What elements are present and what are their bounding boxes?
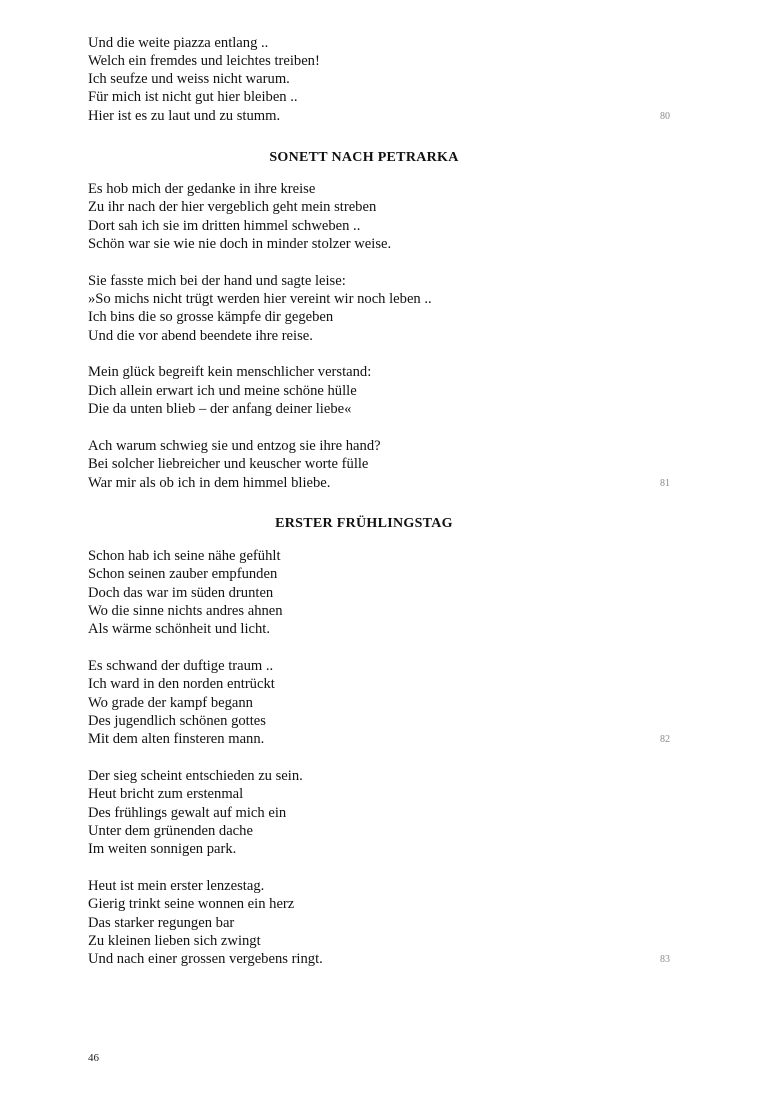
poem-title: SONETT NACH PETRARKA (269, 150, 459, 165)
verse-line: Bei solcher liebreicher und keuscher worte fülle (88, 456, 369, 472)
verse-line: Dort sah ich sie im dritten himmel schweben .. (88, 218, 361, 234)
page-number: 46 (88, 1052, 99, 1064)
verse-line: Ich ward in den norden entrückt (88, 676, 275, 692)
verse-line: Des jugendlich schönen gottes (88, 713, 266, 729)
verse-line: Der sieg scheint entschieden zu sein. (88, 768, 303, 784)
verse-line: Gierig trinkt seine wonnen ein herz (88, 896, 295, 912)
verse-line: War mir als ob ich in dem himmel bliebe. (88, 475, 331, 491)
verse-line: »So michs nicht trügt werden hier vereint wir noch leben .. (88, 291, 432, 307)
line-number: 80 (660, 111, 670, 122)
verse-line: Es hob mich der gedanke in ihre kreise (88, 181, 316, 197)
verse-line: Ach warum schwieg sie und entzog sie ihre hand? (88, 438, 381, 454)
verse-line: Mit dem alten finsteren mann. (88, 731, 265, 747)
verse-line: Für mich ist nicht gut hier bleiben .. (88, 89, 298, 105)
line-number: 82 (660, 734, 670, 745)
verse-line: Die da unten blieb – der anfang deiner liebe« (88, 401, 352, 417)
verse-line: Zu kleinen lieben sich zwingt (88, 933, 261, 949)
verse-line: Ich seufze und weiss nicht warum. (88, 71, 290, 87)
verse-line: Mein glück begreift kein menschlicher verstand: (88, 364, 372, 380)
verse-line: Heut bricht zum erstenmal (88, 786, 244, 802)
verse-line: Schon hab ich seine nähe gefühlt (88, 548, 281, 564)
verse-line: Hier ist es zu laut und zu stumm. (88, 108, 281, 124)
verse-line: Und nach einer grossen vergebens ringt. (88, 951, 323, 967)
verse-line: Und die weite piazza entlang .. (88, 35, 269, 51)
verse-line: Unter dem grünenden dache (88, 823, 253, 839)
line-number: 81 (660, 478, 670, 489)
verse-line: Ich bins die so grosse kämpfe dir gegeben (88, 309, 334, 325)
verse-line: Des frühlings gewalt auf mich ein (88, 805, 287, 821)
verse-line: Und die vor abend beendete ihre reise. (88, 328, 313, 344)
poem-title: ERSTER FRÜHLINGSTAG (275, 516, 453, 531)
line-number: 83 (660, 954, 670, 965)
verse-line: Wo die sinne nichts andres ahnen (88, 603, 283, 619)
verse-line: Das starker regungen bar (88, 915, 235, 931)
verse-line: Heut ist mein erster lenzestag. (88, 878, 265, 894)
verse-line: Als wärme schönheit und licht. (88, 621, 270, 637)
verse-line: Es schwand der duftige traum .. (88, 658, 274, 674)
verse-line: Zu ihr nach der hier vergeblich geht mein streben (88, 199, 377, 215)
verse-line: Im weiten sonnigen park. (88, 841, 237, 857)
verse-line: Schön war sie wie nie doch in minder stolzer weise. (88, 236, 392, 252)
verse-line: Wo grade der kampf begann (88, 695, 253, 711)
verse-line: Dich allein erwart ich und meine schöne hülle (88, 383, 357, 399)
verse-line: Welch ein fremdes und leichtes treiben! (88, 53, 320, 69)
verse-line: Sie fasste mich bei der hand und sagte leise: (88, 273, 346, 289)
verse-line: Schon seinen zauber empfunden (88, 566, 278, 582)
verse-line: Doch das war im süden drunten (88, 585, 274, 601)
